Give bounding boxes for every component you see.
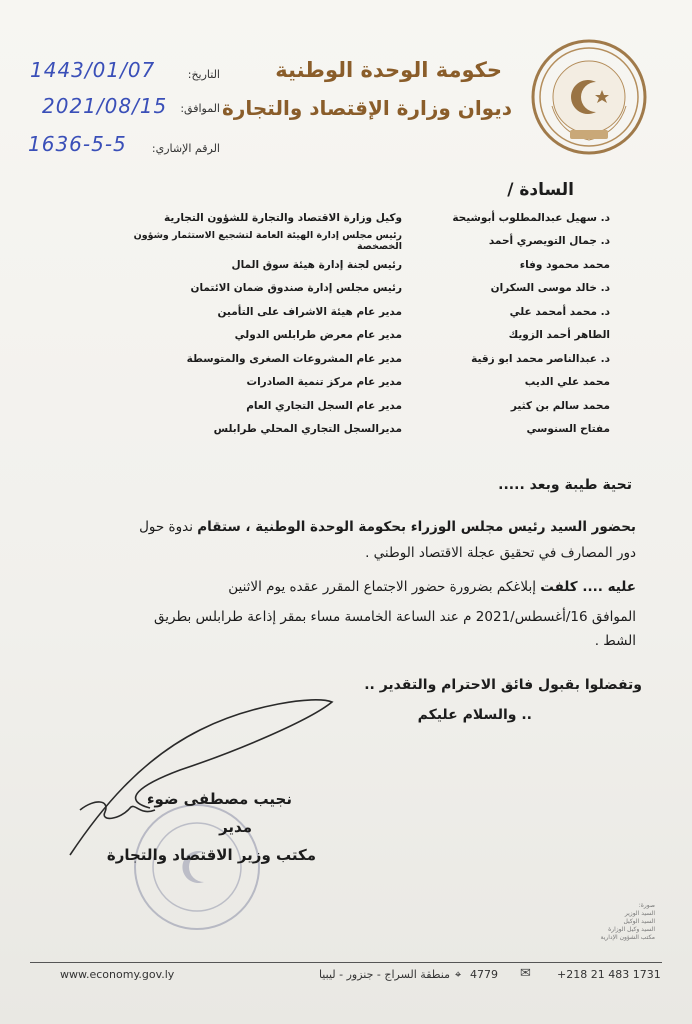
recipient-row [90,418,610,442]
signatory-name: نجيب مصطفى ضوء [146,790,292,808]
recipient-row [90,253,610,277]
recipient-title: مدير عام هيئة الاشراف على التأمين [217,305,402,318]
recipient-name: محمد سالم بن كثير [510,399,610,412]
handwritten-signature [60,690,340,865]
location-pin-icon: ⌖ [455,968,462,981]
reference-label: الرقم الإشاري: [151,142,220,155]
paragraph-2-line-2: الموافق 16/أغسطس/2021 م عند الساعة الخامسة مساء بمقر إذاعة طرابلس بطريق [154,609,636,625]
footer-website: www.economy.gov.ly [60,968,175,981]
date-value: 1443/01/07 [30,58,156,82]
paragraph-2-bold: عليه .... كلفت [540,579,636,595]
recipient-title: رئيس لجنة إدارة هيئة سوق المال [231,258,402,271]
government-emblem [530,38,648,156]
corresponding-value: 2021/08/15 [42,94,168,118]
ministry-title: ديوان وزارة الإقتصاد والتجارة [222,96,512,120]
signatory-position: مدير [219,818,252,836]
salutation: السادة / [507,180,574,200]
recipient-title: مدير عام مركز تنمية الصادرات [246,376,402,389]
recipient-name: د. جمال التويصري أحمد [488,235,610,248]
recipient-title: وكيل وزارة الاقتصاد والتجارة للشؤون التجارية [163,211,402,224]
recipient-row [90,394,610,418]
recipient-row [90,206,610,230]
paragraph-2-line-3: الشط . [594,633,636,649]
cc-line: السيد وكيل الوزارة [608,926,655,933]
recipient-name: محمد محمود وفاء [519,258,610,271]
recipient-name: د. عبدالناصر محمد ابو زقية [471,352,610,365]
recipient-title: مدير عام معرض طرابلس الدولي [234,329,402,342]
signatory-office: مكتب وزير الاقتصاد والتجارة [106,846,316,864]
cc-line: السيد الوكيل [623,918,655,925]
cc-line: مكتب الشؤون الإدارية [600,934,655,941]
recipient-title: رئيس مجلس إدارة صندوق ضمان الائتمان [190,282,402,295]
corresponding-label: الموافق: [180,102,220,115]
recipient-title: مدير عام المشروعات الصغرى والمتوسطة [186,352,402,365]
paragraph-1-rest: ندوة حول [139,519,193,535]
greeting: تحية طيبة وبعد ..... [498,477,632,493]
recipients-list [90,206,610,441]
recipient-title: رئيس مجلس إدارة الهيئة العامة لتشجيع الاستثمار وشؤون الخصخصة [133,230,402,253]
recipient-row [90,300,610,324]
cc-line: صورة: [638,902,655,909]
paragraph-2 [70,572,636,602]
footer-address: منطقة السراج - جنزور - ليبيا [318,968,450,981]
paragraph-1-bold: بحضور السيد رئيس مجلس الوزراء بحكومة الوحدة الوطنية ، ستقام [197,519,636,535]
recipient-name: الطاهر أحمد الزويك [508,329,610,342]
date-label: التاريخ: [187,68,220,81]
recipient-name: د. سهيل عبدالمطلوب أبوشيحة [452,211,610,224]
footer-phone: +218 21 483 1731 [557,968,661,981]
recipient-row [90,324,610,348]
recipient-row [90,230,610,254]
peace-greeting: .. والسلام عليكم [417,707,532,723]
recipient-row [90,277,610,301]
cc-line: السيد الوزير [624,910,655,917]
paragraph-1-line-2: دور المصارف في تحقيق عجلة الاقتصاد الوطني . [365,545,636,561]
closing-line: وتفضلوا بقبول فائق الاحترام والتقدير .. [364,677,642,693]
cc-block [505,902,655,942]
recipient-row [90,371,610,395]
government-title: حكومة الوحدة الوطنية [275,58,502,82]
paragraph-2-rest: إبلاغكم بضرورة حضور الاجتماع المقرر عقده يوم الاثنين [228,579,536,595]
recipient-name: د. خالد موسى السكران [490,282,610,295]
reference-value: 1636-5-5 [28,132,127,156]
recipient-title: مدير عام السجل التجاري العام [246,399,402,412]
recipient-name: مفتاح السنوسي [526,423,610,436]
recipient-name: محمد علي الديب [524,376,610,389]
footer-divider [30,962,662,963]
recipient-row [90,347,610,371]
recipient-title: مديرالسجل التجاري المحلي طرابلس [213,423,402,436]
recipient-name: د. محمد أمحمد علي [509,305,610,318]
envelope-icon: ✉ [520,966,531,981]
footer-pobox: 4779 [470,968,498,981]
